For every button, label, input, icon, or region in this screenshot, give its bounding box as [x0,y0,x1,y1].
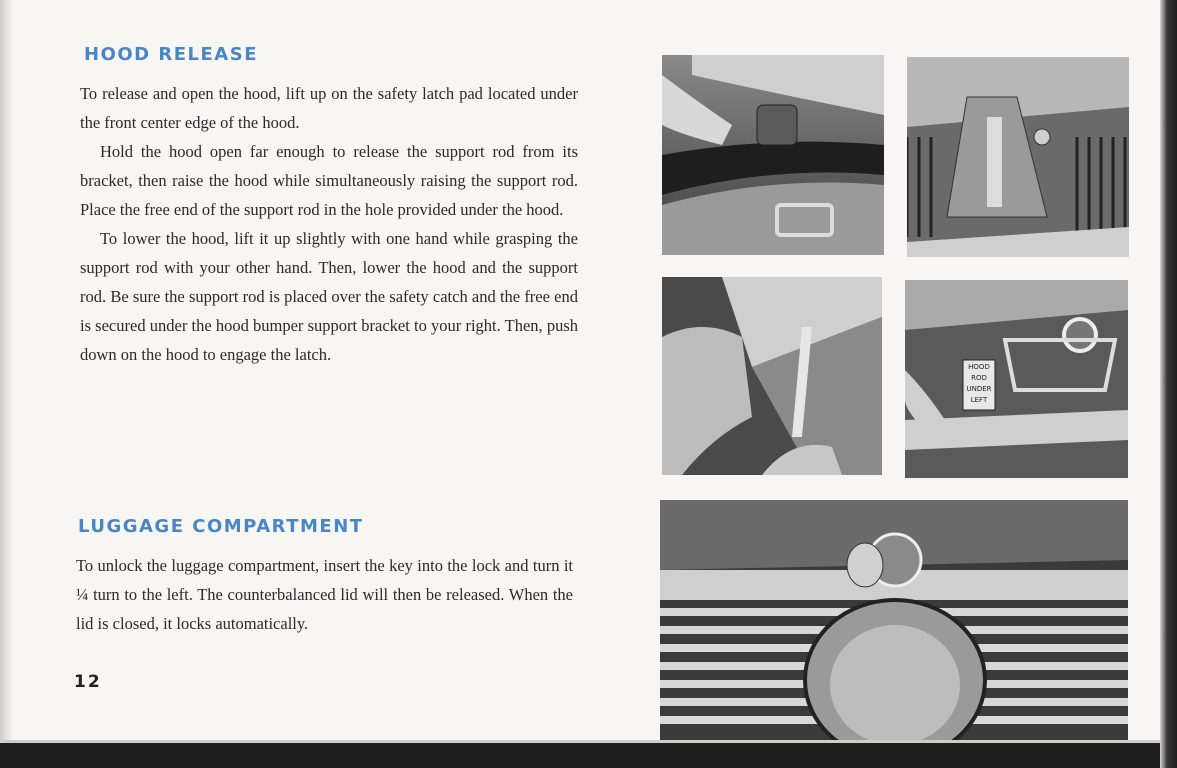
photo-label-line-1: HOOD [968,363,990,371]
photo-hood-rod-label [905,280,1128,478]
luggage-compartment-text [76,551,573,638]
luggage-paragraph-1: To unlock the luggage compartment, insert the key into the lock and turn it ¼ turn to the left. The counterbalanced lid will then be released. When the lid is closed, it locks automatically. [76,556,573,633]
photo-raising-support-rod [662,277,882,475]
hood-release-paragraph-3: To lower the hood, lift it up slightly with one hand while grasping the support rod with your other hand. Then, lower the hood and the support rod. Be sure the support rod is placed over the safety catch and the free end is secured under the hood bumper support bracket to your right. Then, push down on the hood to engage the latch. [80,229,578,364]
photo-safety-latch [662,55,884,255]
page-edge [0,0,14,740]
photo-label-line-4: LEFT [970,396,988,404]
luggage-compartment-heading: LUGGAGE COMPARTMENT [78,516,364,537]
page-number: 12 [74,672,102,692]
photo-label-line-2: ROD [971,374,987,382]
hood-release-heading: HOOD RELEASE [84,44,258,65]
photo-label-line-3: UNDER [966,385,992,393]
hood-release-text [80,79,578,369]
photo-luggage-lock [660,500,1128,740]
book-gutter [1160,0,1177,768]
hood-release-paragraph-1: To release and open the hood, lift up on the safety latch pad located under the front center edge of the hood. [80,84,578,132]
hood-release-paragraph-2: Hold the hood open far enough to release the support rod from its bracket, then raise the hood while simultaneously raising the support rod. Place the free end of the support rod in the hole provided under the hood. [80,142,578,219]
photo-support-rod-bracket [907,57,1129,257]
